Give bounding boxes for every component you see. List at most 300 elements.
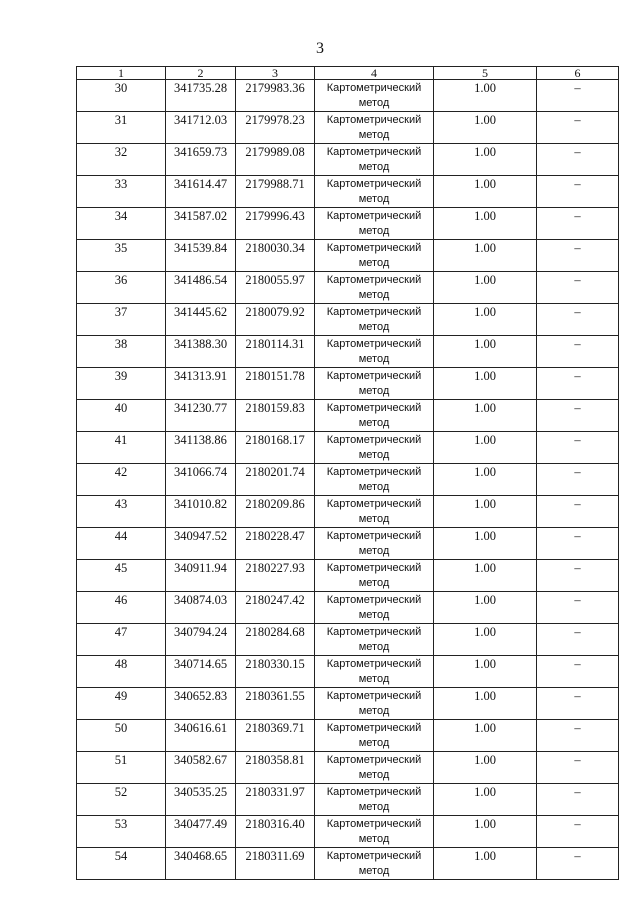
y-coordinate-cell bbox=[236, 464, 315, 496]
table-row bbox=[77, 624, 619, 656]
method-line1: Картометрический bbox=[326, 594, 422, 606]
x-coordinate-cell-text: 340477.49 bbox=[173, 817, 228, 831]
note-cell bbox=[537, 528, 619, 560]
x-coordinate-cell-text: 340714.65 bbox=[173, 657, 228, 671]
method-line2: метод bbox=[358, 481, 390, 493]
method-line1: Картометрический bbox=[326, 114, 422, 126]
x-coordinate-cell-text: 341539.84 bbox=[173, 241, 228, 255]
note-cell-text: – bbox=[574, 689, 581, 703]
method-line1: Картометрический bbox=[326, 306, 422, 318]
method-line2: метод bbox=[358, 833, 390, 845]
accuracy-cell bbox=[434, 528, 537, 560]
x-coordinate-cell-text: 340794.24 bbox=[173, 625, 228, 639]
y-coordinate-cell bbox=[236, 816, 315, 848]
point-number-cell-text: 41 bbox=[114, 433, 128, 447]
accuracy-cell-text: 1.00 bbox=[474, 625, 496, 639]
point-number-cell bbox=[77, 496, 166, 528]
table-row bbox=[77, 784, 619, 816]
accuracy-cell bbox=[434, 144, 537, 176]
y-coordinate-cell bbox=[236, 80, 315, 112]
point-number-cell-text: 53 bbox=[114, 817, 128, 831]
note-cell-text: – bbox=[574, 625, 581, 639]
point-number-cell-text: 48 bbox=[114, 657, 128, 671]
method-line2: метод bbox=[358, 417, 390, 429]
y-coordinate-cell-text: 2180331.97 bbox=[245, 785, 305, 799]
method-cell bbox=[315, 592, 434, 624]
point-number-cell-text: 49 bbox=[114, 689, 128, 703]
y-coordinate-cell bbox=[236, 336, 315, 368]
method-line2: метод bbox=[358, 161, 390, 173]
y-coordinate-cell-text: 2180369.71 bbox=[245, 721, 305, 735]
x-coordinate-cell-text: 340468.65 bbox=[173, 849, 228, 863]
point-number-cell-text: 52 bbox=[114, 785, 128, 799]
table-row bbox=[77, 816, 619, 848]
note-cell-text: – bbox=[574, 753, 581, 767]
note-cell-text: – bbox=[574, 657, 581, 671]
note-cell-text: – bbox=[574, 209, 581, 223]
accuracy-cell bbox=[434, 656, 537, 688]
method-line1: Картометрический bbox=[326, 530, 422, 542]
method-line1: Картометрический bbox=[326, 562, 422, 574]
y-coordinate-cell bbox=[236, 496, 315, 528]
point-number-cell bbox=[77, 624, 166, 656]
point-number-cell bbox=[77, 784, 166, 816]
method-line2: метод bbox=[358, 577, 390, 589]
method-cell bbox=[315, 496, 434, 528]
method-cell bbox=[315, 432, 434, 464]
y-coordinate-cell-text: 2180055.97 bbox=[245, 273, 305, 287]
accuracy-cell-text: 1.00 bbox=[474, 241, 496, 255]
point-number-cell bbox=[77, 400, 166, 432]
x-coordinate-cell-text: 341712.03 bbox=[173, 113, 228, 127]
x-coordinate-cell bbox=[166, 208, 236, 240]
note-cell-text: – bbox=[574, 273, 581, 287]
method-line1: Картометрический bbox=[326, 434, 422, 446]
y-coordinate-cell bbox=[236, 208, 315, 240]
method-line2: метод bbox=[358, 289, 390, 301]
note-cell-text: – bbox=[574, 433, 581, 447]
x-coordinate-cell bbox=[166, 144, 236, 176]
note-cell-text: – bbox=[574, 529, 581, 543]
accuracy-cell-text: 1.00 bbox=[474, 529, 496, 543]
x-coordinate-cell bbox=[166, 752, 236, 784]
point-number-cell-text: 36 bbox=[114, 273, 128, 287]
y-coordinate-cell-text: 2179988.71 bbox=[245, 177, 305, 191]
point-number-cell-text: 40 bbox=[114, 401, 128, 415]
note-cell bbox=[537, 80, 619, 112]
accuracy-cell bbox=[434, 784, 537, 816]
x-coordinate-cell bbox=[166, 400, 236, 432]
method-cell bbox=[315, 176, 434, 208]
y-coordinate-cell-text: 2180227.93 bbox=[245, 561, 305, 575]
table-row bbox=[77, 720, 619, 752]
point-number-cell-text: 50 bbox=[114, 721, 128, 735]
point-number-cell bbox=[77, 176, 166, 208]
point-number-cell-text: 43 bbox=[114, 497, 128, 511]
y-coordinate-cell bbox=[236, 720, 315, 752]
note-cell bbox=[537, 656, 619, 688]
coordinates-table bbox=[76, 66, 619, 880]
point-number-cell bbox=[77, 368, 166, 400]
accuracy-cell bbox=[434, 240, 537, 272]
y-coordinate-cell bbox=[236, 848, 315, 880]
method-line1: Картометрический bbox=[326, 850, 422, 862]
method-line2: метод bbox=[358, 321, 390, 333]
note-cell bbox=[537, 432, 619, 464]
accuracy-cell bbox=[434, 848, 537, 880]
point-number-cell bbox=[77, 144, 166, 176]
column-header: 5 bbox=[434, 67, 537, 80]
note-cell bbox=[537, 336, 619, 368]
table-row bbox=[77, 336, 619, 368]
accuracy-cell bbox=[434, 112, 537, 144]
accuracy-cell-text: 1.00 bbox=[474, 177, 496, 191]
x-coordinate-cell bbox=[166, 240, 236, 272]
method-line1: Картометрический bbox=[326, 210, 422, 222]
method-line2: метод bbox=[358, 97, 390, 109]
note-cell-text: – bbox=[574, 145, 581, 159]
accuracy-cell bbox=[434, 496, 537, 528]
method-line1: Картометрический bbox=[326, 178, 422, 190]
method-line1: Картометрический bbox=[326, 722, 422, 734]
x-coordinate-cell bbox=[166, 624, 236, 656]
method-line1: Картометрический bbox=[326, 466, 422, 478]
method-line2: метод bbox=[358, 225, 390, 237]
point-number-cell bbox=[77, 688, 166, 720]
method-line2: метод bbox=[358, 129, 390, 141]
accuracy-cell-text: 1.00 bbox=[474, 689, 496, 703]
method-line2: метод bbox=[358, 769, 390, 781]
method-line1: Картометрический bbox=[326, 786, 422, 798]
method-line2: метод bbox=[358, 705, 390, 717]
x-coordinate-cell bbox=[166, 336, 236, 368]
accuracy-cell bbox=[434, 176, 537, 208]
y-coordinate-cell-text: 2180284.68 bbox=[245, 625, 305, 639]
table-row bbox=[77, 560, 619, 592]
point-number-cell-text: 47 bbox=[114, 625, 128, 639]
accuracy-cell bbox=[434, 400, 537, 432]
table-row bbox=[77, 272, 619, 304]
method-cell bbox=[315, 336, 434, 368]
method-line2: метод bbox=[358, 737, 390, 749]
x-coordinate-cell-text: 341587.02 bbox=[173, 209, 228, 223]
method-line2: метод bbox=[358, 801, 390, 813]
point-number-cell-text: 35 bbox=[114, 241, 128, 255]
point-number-cell-text: 51 bbox=[114, 753, 128, 767]
page-number: 3 bbox=[316, 40, 324, 57]
x-coordinate-cell-text: 341010.82 bbox=[173, 497, 228, 511]
method-cell bbox=[315, 144, 434, 176]
point-number-cell-text: 54 bbox=[114, 849, 128, 863]
table-row bbox=[77, 144, 619, 176]
x-coordinate-cell bbox=[166, 528, 236, 560]
method-line1: Картометрический bbox=[326, 754, 422, 766]
accuracy-cell bbox=[434, 752, 537, 784]
y-coordinate-cell-text: 2179983.36 bbox=[245, 81, 305, 95]
note-cell-text: – bbox=[574, 177, 581, 191]
method-cell bbox=[315, 240, 434, 272]
note-cell bbox=[537, 816, 619, 848]
point-number-cell-text: 39 bbox=[114, 369, 128, 383]
x-coordinate-cell bbox=[166, 688, 236, 720]
table-row bbox=[77, 752, 619, 784]
accuracy-cell bbox=[434, 720, 537, 752]
x-coordinate-cell bbox=[166, 560, 236, 592]
x-coordinate-cell-text: 340652.83 bbox=[173, 689, 228, 703]
method-cell bbox=[315, 720, 434, 752]
accuracy-cell-text: 1.00 bbox=[474, 593, 496, 607]
x-coordinate-cell bbox=[166, 272, 236, 304]
point-number-cell bbox=[77, 336, 166, 368]
x-coordinate-cell bbox=[166, 816, 236, 848]
note-cell-text: – bbox=[574, 465, 581, 479]
x-coordinate-cell-text: 341230.77 bbox=[173, 401, 228, 415]
y-coordinate-cell bbox=[236, 560, 315, 592]
note-cell bbox=[537, 208, 619, 240]
column-header: 4 bbox=[315, 67, 434, 80]
note-cell-text: – bbox=[574, 241, 581, 255]
accuracy-cell-text: 1.00 bbox=[474, 497, 496, 511]
column-header: 1 bbox=[77, 67, 166, 80]
accuracy-cell bbox=[434, 816, 537, 848]
accuracy-cell-text: 1.00 bbox=[474, 401, 496, 415]
method-line2: метод bbox=[358, 545, 390, 557]
point-number-cell bbox=[77, 240, 166, 272]
point-number-cell bbox=[77, 816, 166, 848]
accuracy-cell bbox=[434, 208, 537, 240]
y-coordinate-cell bbox=[236, 176, 315, 208]
column-header: 2 bbox=[166, 67, 236, 80]
method-line2: метод bbox=[358, 641, 390, 653]
accuracy-cell-text: 1.00 bbox=[474, 817, 496, 831]
method-cell bbox=[315, 624, 434, 656]
y-coordinate-cell bbox=[236, 784, 315, 816]
x-coordinate-cell bbox=[166, 368, 236, 400]
x-coordinate-cell bbox=[166, 496, 236, 528]
column-header: 6 bbox=[537, 67, 619, 80]
method-line2: метод bbox=[358, 257, 390, 269]
y-coordinate-cell-text: 2180361.55 bbox=[245, 689, 305, 703]
accuracy-cell bbox=[434, 304, 537, 336]
point-number-cell bbox=[77, 464, 166, 496]
table-row bbox=[77, 464, 619, 496]
x-coordinate-cell-text: 341614.47 bbox=[173, 177, 228, 191]
x-coordinate-cell-text: 341486.54 bbox=[173, 273, 228, 287]
accuracy-cell-text: 1.00 bbox=[474, 721, 496, 735]
point-number-cell-text: 42 bbox=[114, 465, 128, 479]
note-cell bbox=[537, 496, 619, 528]
point-number-cell-text: 31 bbox=[114, 113, 128, 127]
method-line2: метод bbox=[358, 353, 390, 365]
method-line2: метод bbox=[358, 609, 390, 621]
accuracy-cell-text: 1.00 bbox=[474, 465, 496, 479]
note-cell-text: – bbox=[574, 497, 581, 511]
method-cell bbox=[315, 528, 434, 560]
table-row bbox=[77, 80, 619, 112]
point-number-cell-text: 45 bbox=[114, 561, 128, 575]
method-line2: метод bbox=[358, 449, 390, 461]
method-cell bbox=[315, 560, 434, 592]
y-coordinate-cell-text: 2180201.74 bbox=[245, 465, 305, 479]
x-coordinate-cell bbox=[166, 656, 236, 688]
accuracy-cell-text: 1.00 bbox=[474, 273, 496, 287]
y-coordinate-cell-text: 2180330.15 bbox=[245, 657, 305, 671]
note-cell-text: – bbox=[574, 593, 581, 607]
note-cell bbox=[537, 464, 619, 496]
note-cell-text: – bbox=[574, 849, 581, 863]
note-cell-text: – bbox=[574, 401, 581, 415]
note-cell bbox=[537, 752, 619, 784]
point-number-cell bbox=[77, 752, 166, 784]
method-line1: Картометрический bbox=[326, 658, 422, 670]
method-line2: метод bbox=[358, 865, 390, 877]
y-coordinate-cell bbox=[236, 144, 315, 176]
y-coordinate-cell-text: 2180030.34 bbox=[245, 241, 305, 255]
accuracy-cell bbox=[434, 464, 537, 496]
method-line2: метод bbox=[358, 385, 390, 397]
accuracy-cell bbox=[434, 272, 537, 304]
y-coordinate-cell-text: 2179989.08 bbox=[245, 145, 305, 159]
note-cell bbox=[537, 368, 619, 400]
x-coordinate-cell-text: 341313.91 bbox=[173, 369, 228, 383]
x-coordinate-cell bbox=[166, 464, 236, 496]
y-coordinate-cell-text: 2180209.86 bbox=[245, 497, 305, 511]
table-header-row bbox=[77, 67, 619, 80]
y-coordinate-cell bbox=[236, 592, 315, 624]
x-coordinate-cell bbox=[166, 112, 236, 144]
method-cell bbox=[315, 80, 434, 112]
point-number-cell bbox=[77, 80, 166, 112]
method-line1: Картометрический bbox=[326, 818, 422, 830]
note-cell-text: – bbox=[574, 561, 581, 575]
table-row bbox=[77, 208, 619, 240]
x-coordinate-cell-text: 341735.28 bbox=[173, 81, 228, 95]
accuracy-cell-text: 1.00 bbox=[474, 113, 496, 127]
table-row bbox=[77, 848, 619, 880]
accuracy-cell bbox=[434, 368, 537, 400]
note-cell bbox=[537, 688, 619, 720]
accuracy-cell-text: 1.00 bbox=[474, 337, 496, 351]
table-row bbox=[77, 432, 619, 464]
accuracy-cell-text: 1.00 bbox=[474, 209, 496, 223]
point-number-cell-text: 37 bbox=[114, 305, 128, 319]
note-cell bbox=[537, 240, 619, 272]
method-cell bbox=[315, 656, 434, 688]
x-coordinate-cell-text: 340535.25 bbox=[173, 785, 228, 799]
point-number-cell-text: 38 bbox=[114, 337, 128, 351]
x-coordinate-cell-text: 341066.74 bbox=[173, 465, 228, 479]
x-coordinate-cell-text: 341445.62 bbox=[173, 305, 228, 319]
method-line2: метод bbox=[358, 193, 390, 205]
note-cell-text: – bbox=[574, 337, 581, 351]
y-coordinate-cell-text: 2180316.40 bbox=[245, 817, 305, 831]
accuracy-cell-text: 1.00 bbox=[474, 81, 496, 95]
note-cell bbox=[537, 112, 619, 144]
method-cell bbox=[315, 112, 434, 144]
y-coordinate-cell-text: 2180079.92 bbox=[245, 305, 305, 319]
accuracy-cell-text: 1.00 bbox=[474, 145, 496, 159]
y-coordinate-cell-text: 2180311.69 bbox=[245, 849, 305, 863]
y-coordinate-cell-text: 2179996.43 bbox=[245, 209, 305, 223]
method-line1: Картометрический bbox=[326, 498, 422, 510]
accuracy-cell bbox=[434, 560, 537, 592]
table-row bbox=[77, 688, 619, 720]
accuracy-cell bbox=[434, 336, 537, 368]
method-cell bbox=[315, 464, 434, 496]
y-coordinate-cell bbox=[236, 752, 315, 784]
note-cell bbox=[537, 176, 619, 208]
y-coordinate-cell-text: 2180228.47 bbox=[245, 529, 305, 543]
note-cell bbox=[537, 624, 619, 656]
method-cell bbox=[315, 368, 434, 400]
y-coordinate-cell bbox=[236, 528, 315, 560]
y-coordinate-cell bbox=[236, 112, 315, 144]
accuracy-cell bbox=[434, 80, 537, 112]
method-cell bbox=[315, 400, 434, 432]
note-cell bbox=[537, 720, 619, 752]
accuracy-cell-text: 1.00 bbox=[474, 433, 496, 447]
note-cell bbox=[537, 272, 619, 304]
table-row bbox=[77, 304, 619, 336]
y-coordinate-cell bbox=[236, 656, 315, 688]
method-line1: Картометрический bbox=[326, 82, 422, 94]
x-coordinate-cell bbox=[166, 592, 236, 624]
y-coordinate-cell-text: 2180247.42 bbox=[245, 593, 305, 607]
method-line2: метод bbox=[358, 673, 390, 685]
point-number-cell-text: 46 bbox=[114, 593, 128, 607]
accuracy-cell-text: 1.00 bbox=[474, 657, 496, 671]
point-number-cell-text: 44 bbox=[114, 529, 128, 543]
table-row bbox=[77, 592, 619, 624]
table-row bbox=[77, 112, 619, 144]
point-number-cell bbox=[77, 656, 166, 688]
method-cell bbox=[315, 752, 434, 784]
method-line1: Картометрический bbox=[326, 338, 422, 350]
column-header: 3 bbox=[236, 67, 315, 80]
point-number-cell-text: 33 bbox=[114, 177, 128, 191]
table-row bbox=[77, 400, 619, 432]
accuracy-cell-text: 1.00 bbox=[474, 305, 496, 319]
x-coordinate-cell-text: 340911.94 bbox=[174, 561, 227, 575]
accuracy-cell bbox=[434, 624, 537, 656]
note-cell-text: – bbox=[574, 81, 581, 95]
table-row bbox=[77, 368, 619, 400]
method-cell bbox=[315, 816, 434, 848]
point-number-cell bbox=[77, 432, 166, 464]
note-cell bbox=[537, 592, 619, 624]
table-row bbox=[77, 656, 619, 688]
point-number-cell bbox=[77, 720, 166, 752]
point-number-cell bbox=[77, 560, 166, 592]
point-number-cell bbox=[77, 272, 166, 304]
y-coordinate-cell bbox=[236, 272, 315, 304]
note-cell bbox=[537, 400, 619, 432]
note-cell bbox=[537, 144, 619, 176]
x-coordinate-cell bbox=[166, 176, 236, 208]
note-cell bbox=[537, 304, 619, 336]
x-coordinate-cell-text: 340874.03 bbox=[173, 593, 228, 607]
point-number-cell-text: 34 bbox=[114, 209, 128, 223]
accuracy-cell-text: 1.00 bbox=[474, 561, 496, 575]
method-cell bbox=[315, 272, 434, 304]
note-cell-text: – bbox=[574, 369, 581, 383]
x-coordinate-cell bbox=[166, 784, 236, 816]
accuracy-cell bbox=[434, 592, 537, 624]
point-number-cell bbox=[77, 208, 166, 240]
method-line1: Картометрический bbox=[326, 274, 422, 286]
method-line1: Картометрический bbox=[326, 626, 422, 638]
x-coordinate-cell bbox=[166, 80, 236, 112]
